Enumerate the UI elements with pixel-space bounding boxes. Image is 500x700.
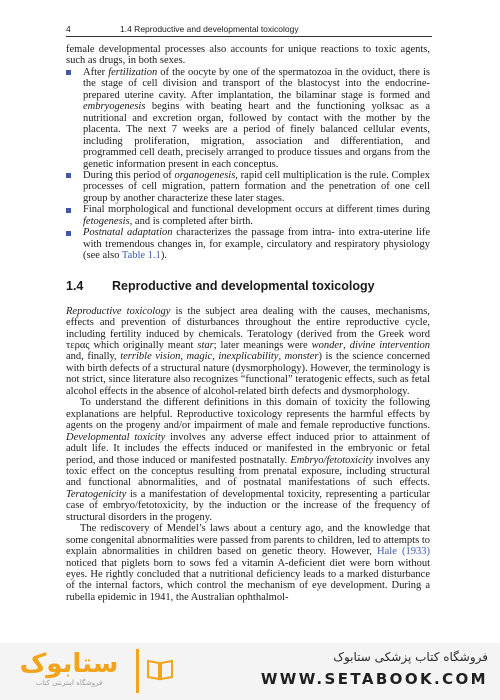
italic-term: organogenesis [174,169,236,181]
bullet-item [66,67,430,170]
running-header [66,22,432,38]
bullet-marker [66,208,71,213]
italic-term: Embryo/fetotoxicity [290,454,374,466]
section-number: 1.4 [66,278,84,293]
italic-term: embryogenesis [83,101,146,113]
bullet-item [66,204,430,227]
text-run: ) is the science concerned with birth defects of a structural nature (dysmorphology). However, the terminology is not strict, since literature also recognizes “functional” teratogenic effects, such as fetal alcohol effects in the absence of alcohol-related birth defects and dysmorphology. [66,351,430,397]
italic-term: fertilization [108,66,158,78]
body-paragraph [66,306,430,398]
text-run: noticed that piglets born to sows fed a vitamin A-deficient diet were born without eyes. He rightly concluded that a nutritional deficiency leads to a marked disturbance of the internal factors, which control the mechanism of eye development. During a rubella epidemic in 1941, the Australian ophthalmol- [66,557,430,603]
text-run: The rediscovery of Mendel’s laws about a century ago, and the knowledge that some congenital abnormalities were passed from parents to children, led to attempts to explain abnormalities in children based on genetic theory. However, [66,523,430,558]
italic-term: inexplicability [218,351,279,363]
setabook-logo[interactable] [10,649,128,693]
text-run: To understand the different definitions in this domain of toxicity the following explanations are helpful. Reproductive toxicology represents the harmful effects by agents on the progeny and/or impairment of male and female reproductive functions. [66,397,430,432]
italic-term: Postnatal adaptation [83,227,173,239]
text-run: characterizes the passage from intra- into extra-uterine life with tremendous changes in, for example, circulatory and respiratory physiology (see also [83,227,430,262]
italic-term: Reproductive toxicology [66,305,171,317]
text-run: , and is completed after birth. [129,215,253,227]
italic-term: divine intervention [349,339,431,351]
italic-term: magic [186,351,213,363]
text-run: Final morphological and functional development occurs at different times during [83,204,430,216]
text-run: , rapid cell multiplication is the rule. Complex processes of cell migration, pattern formation and the penetration of one cell group by another characterize these later stages. [83,169,430,204]
text-run: and, finally, [66,351,121,363]
logo-tagline: فروشگاه اینترنتی کتاب [35,679,103,687]
text-run: , [212,351,219,363]
text-run: , [343,339,350,351]
italic-term: monster [284,351,319,363]
text-run: ). [160,250,167,262]
text-run: involves any toxic effect on the conceptus resulting from prenatal exposure, including structural and functional abnormalities, and of postnatal manifestations of such effects. [66,454,430,489]
text-run: After [83,66,109,78]
text-run: is the subject area dealing with the causes, mechanisms, effects and prevention of disturbances throughout the entire reproductive cycle, including fertility induced by chemicals. Teratology (derived from the Greek word τερας which originally meant [66,305,430,351]
body-paragraph [66,397,430,523]
italic-term: Teratogenicity [66,488,127,500]
footer-divider [136,649,139,693]
book-icon [146,657,174,681]
store-name: فروشگاه کتاب پزشکی ستابوک [333,650,488,664]
logo-text: ستابوک [19,649,119,679]
header-rule [66,36,432,37]
bullet-item [66,227,430,261]
text-run: involves any adverse effect induced prior to attainment of adult life. It includes the effects induced or manifested in the embryonic or fetal period, and those induced or manifested postnatally. [66,431,430,466]
body-paragraph [66,523,430,603]
text-run: , [180,351,187,363]
text-run: , [278,351,285,363]
lead-in-text: female developmental processes also accounts for unique reactions to toxic agents, such as drugs, in both sexes. [66,44,430,67]
italic-term: fetogenesis [83,215,130,227]
store-url-link[interactable]: WWW.SETABOOK.COM [260,670,488,688]
bullet-item [66,170,430,204]
publisher-footer-banner [0,643,500,700]
italic-term: terrible vision [120,351,181,363]
running-title: 1.4 Reproductive and developmental toxicology [120,24,299,34]
italic-term: Developmental toxicity [66,431,166,443]
italic-term: star [197,339,214,351]
text-run: ; later meanings were [213,339,312,351]
section-heading [66,279,430,293]
citation-link[interactable]: Table 1.1 [121,250,161,262]
text-run: During this period of [83,169,175,181]
page-number: 4 [66,24,71,34]
bullet-marker [66,70,71,75]
bullet-marker [66,231,71,236]
italic-term: wonder [311,339,344,351]
section-title: Reproductive and developmental toxicology [112,278,375,293]
text-run: begins with beating heart and the functioning yolksac as a nutritional and excretion organ, followed by contact with the mother by the placenta. The next 7 weeks are a period of finely balanced cellular events, including proliferation, migration, association and differentiation, and programmed cell death, precisely arranged to produce tissues and organs from the genetic information present in each conceptus. [83,101,430,170]
citation-link[interactable]: Hale (1933) [377,546,430,558]
text-run: of the oocyte by one of the spermatozoa in the oviduct, there is the stage of cell division and transport of the blastocyst into the endocrine-prepared uterine cavity. After implantation, the bilaminar stage is formed and [83,66,430,101]
text-run: is a manifestation of developmental toxicity, representing a particular case of embryo/fetotoxicity, by the induction or the increase of the frequency of structural disorders in the progeny. [66,488,430,523]
page-body [66,44,430,603]
bullet-list [66,67,430,262]
bullet-marker [66,173,71,178]
